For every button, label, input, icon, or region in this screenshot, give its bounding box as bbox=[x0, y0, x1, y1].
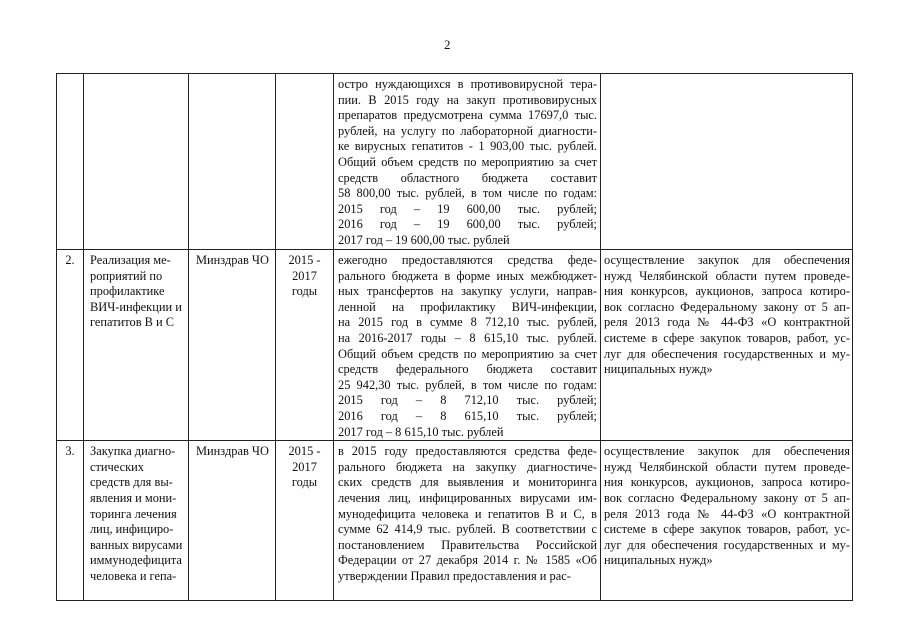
text-line: системе в сфере закупок товаров, работ, ус- bbox=[604, 522, 850, 537]
text-line: 2017 год – 8 615,10 тыс. рублей bbox=[338, 424, 504, 439]
row-number-cell bbox=[57, 74, 84, 250]
executor-cell: Минздрав ЧО bbox=[189, 441, 276, 601]
description-cell bbox=[334, 441, 601, 601]
description-cell bbox=[334, 74, 601, 250]
text-line: Общий объем средств по мероприятию за счет bbox=[338, 346, 597, 361]
text-line: 2015 год – 19 600,00 тыс. рублей; bbox=[338, 201, 597, 216]
text-line: на 2016-2017 годы – 8 615,10 тыс. рублей. bbox=[338, 330, 597, 345]
text-line: Закупка диагно- bbox=[90, 444, 176, 459]
text-line: сумме 62 414,9 тыс. рублей. В соответствии с bbox=[338, 522, 597, 537]
text-line: годы bbox=[291, 475, 318, 490]
text-line: реля 2013 года № 44-ФЗ «О контрактной bbox=[604, 506, 850, 521]
text-line: препаратов предусмотрена сумма 17697,0 тыс. bbox=[338, 108, 597, 123]
text-line: ВИЧ-инфекции и bbox=[90, 299, 182, 314]
text-line: 58 800,00 тыс. рублей, в том числе по годам: bbox=[338, 186, 597, 201]
text-line: 2015 - bbox=[288, 253, 321, 267]
text-line: пии. В 2015 году на закуп противовирусных bbox=[338, 92, 597, 107]
text-line: системе в сфере закупок товаров, работ, ус- bbox=[604, 330, 850, 345]
text-line: Федерации от 27 декабря 2014 г. № 1585 «Об bbox=[338, 553, 597, 568]
text-line: луг для обеспечения государственных и му- bbox=[604, 346, 850, 361]
text-line: стических bbox=[90, 459, 144, 474]
text-line: ния конкурсов, аукционов, запроса котиро- bbox=[604, 475, 850, 490]
text-line: 2015 - bbox=[288, 444, 321, 459]
text-line: средств для вы- bbox=[90, 475, 173, 490]
text-line: постановлением Правительства Российской bbox=[338, 537, 597, 552]
text-line: рублей, на услугу по лабораторной диагности- bbox=[338, 123, 597, 138]
text-line: человека и гепа- bbox=[90, 568, 177, 583]
row-number-cell: 2. bbox=[57, 250, 84, 441]
text-line: 2016 год – 8 615,10 тыс. рублей; bbox=[338, 408, 597, 423]
text-line: мунодефицита человека и гепатитов В и С, в bbox=[338, 506, 597, 521]
text-line: реля 2013 года № 44-ФЗ «О контрактной bbox=[604, 315, 850, 330]
term-cell bbox=[276, 441, 334, 601]
text-line: Реализация ме- bbox=[90, 253, 171, 267]
mechanism-cell bbox=[601, 441, 853, 601]
text-line: рального бюджета на закупку диагностиче- bbox=[338, 459, 597, 474]
text-line: нужд Челябинской области путем проведе- bbox=[604, 268, 850, 283]
text-line: торинга лечения bbox=[90, 506, 177, 521]
text-line: иммунодефицита bbox=[90, 553, 182, 568]
text-line: рального бюджета в форме иных межбюджет- bbox=[338, 268, 597, 283]
text-line: ке вирусных гепатитов - 1 903,00 тыс. рублей. bbox=[338, 139, 597, 154]
text-line: вок согласно Федеральному закону от 5 ап- bbox=[604, 490, 850, 505]
text-line: на 2015 год в сумме 8 712,10 тыс. рублей, bbox=[338, 315, 597, 330]
text-line: осуществление закупок для обеспечения bbox=[604, 444, 850, 459]
text-line: ежегодно предоставляются средства феде- bbox=[338, 253, 597, 267]
text-line: остро нуждающихся в противовирусной тера- bbox=[338, 77, 597, 91]
text-line: 2016 год – 19 600,00 тыс. рублей; bbox=[338, 217, 597, 232]
measure-name-cell bbox=[84, 250, 189, 441]
text-line: 2017 год – 19 600,00 тыс. рублей bbox=[338, 232, 510, 247]
text-line: ских средств для выявления и мониторинга bbox=[338, 475, 597, 490]
text-line: 2015 год – 8 712,10 тыс. рублей; bbox=[338, 393, 597, 408]
program-measures-table bbox=[56, 73, 853, 601]
text-line: в 2015 году предоставляются средства феде- bbox=[338, 444, 597, 459]
text-line: луг для обеспечения государственных и му- bbox=[604, 537, 850, 552]
text-line: 2017 bbox=[292, 459, 317, 474]
description-cell bbox=[334, 250, 601, 441]
text-line: гепатитов В и С bbox=[90, 315, 175, 330]
text-line: осуществление закупок для обеспечения bbox=[604, 253, 850, 267]
text-line: утверждении Правил предоставления и рас- bbox=[338, 568, 571, 583]
text-line: роприятий по bbox=[90, 268, 163, 283]
text-line: ния конкурсов, аукционов, запроса котиро- bbox=[604, 284, 850, 299]
mechanism-cell bbox=[601, 250, 853, 441]
text-line: лечения лиц, инфицированных вирусами им- bbox=[338, 490, 597, 505]
page-number: 2 bbox=[444, 37, 451, 52]
table-row bbox=[57, 250, 853, 441]
text-line: 25 942,30 тыс. рублей, в том числе по годам: bbox=[338, 377, 597, 392]
text-line: 2017 bbox=[292, 268, 317, 283]
text-line: лиц, инфициро- bbox=[90, 522, 174, 537]
text-line: ниципальных нужд» bbox=[604, 553, 713, 568]
text-line: средств областного бюджета составит bbox=[338, 170, 597, 185]
term-cell bbox=[276, 250, 334, 441]
text-line: ных трансфертов на закупку услуги, направ- bbox=[338, 284, 597, 299]
text-line: явления и мони- bbox=[90, 490, 177, 505]
text-line: нужд Челябинской области путем проведе- bbox=[604, 459, 850, 474]
text-line: средств федерального бюджета составит bbox=[338, 362, 597, 377]
measure-name-cell bbox=[84, 74, 189, 250]
text-line: годы bbox=[291, 284, 318, 299]
mechanism-cell bbox=[601, 74, 853, 250]
table-row bbox=[57, 74, 853, 250]
text-line: Общий объем средств по мероприятию за счет bbox=[338, 154, 597, 169]
executor-cell: Минздрав ЧО bbox=[189, 250, 276, 441]
term-cell bbox=[276, 74, 334, 250]
text-line: ниципальных нужд» bbox=[604, 362, 713, 377]
row-number-cell: 3. bbox=[57, 441, 84, 601]
measure-name-cell bbox=[84, 441, 189, 601]
text-line: вок согласно Федеральному закону от 5 ап- bbox=[604, 299, 850, 314]
executor-cell bbox=[189, 74, 276, 250]
text-line: профилактике bbox=[90, 284, 165, 299]
text-line: ванных вирусами bbox=[90, 537, 183, 552]
text-line: ленной на профилактику ВИЧ-инфекции, bbox=[338, 299, 597, 314]
table-row bbox=[57, 441, 853, 601]
